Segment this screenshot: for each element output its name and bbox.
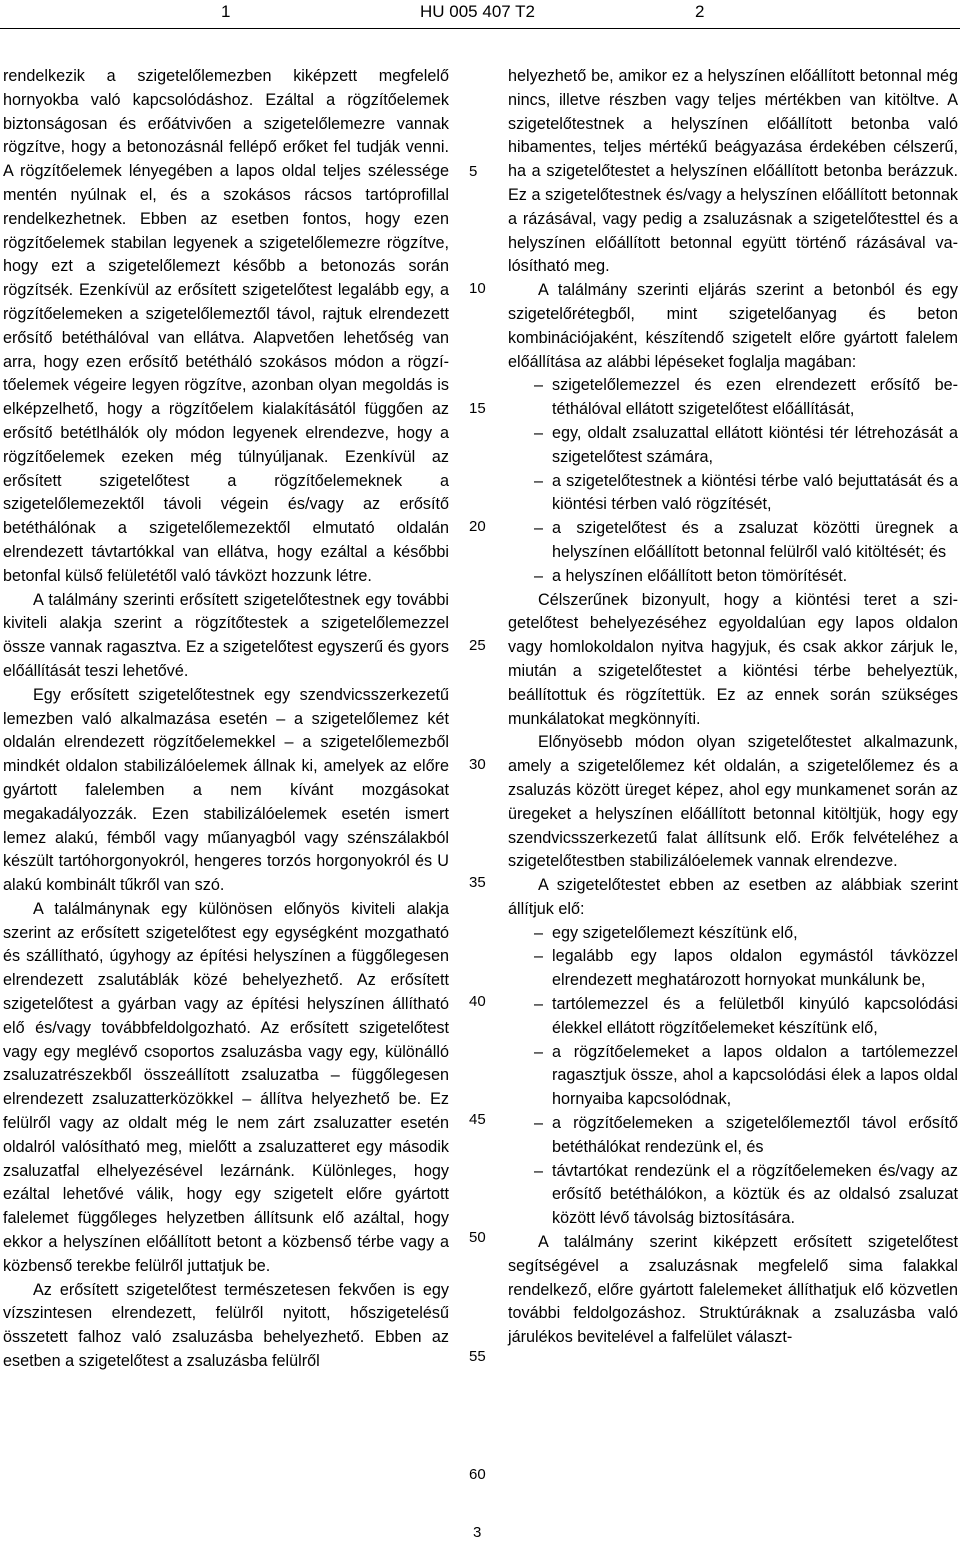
- line-number: 60: [469, 1466, 486, 1483]
- line-number: 10: [469, 280, 486, 297]
- right-paragraph-4: Előnyösebb módon olyan szigetelőtestet alkalmazunk, amely a szigetelőlemez két oldalán, a szigetelőlemez és a zsaluzás között üreget képez, ahol egy munkamenet során az üregeket a helyszínen előállított betonnal kitöltjük, hogy egy szendvicsszerkezetű falat állítsunk elő. Erők felvételéhez a szigetelőtestben stabilizálóelemek vannak elrendezve.: [508, 733, 958, 871]
- list-item-text: a rögzítőelemeken a szigetelőlemeztől távol erősítő betéthálókat rendezünk el, és: [552, 1114, 958, 1156]
- dash-bullet: –: [534, 566, 544, 585]
- line-number: 5: [469, 163, 478, 180]
- right-paragraph-5: A szigetelőtestet ebben az esetben az alábbiak szerint állítjuk elő:: [508, 876, 958, 918]
- left-column: [3, 65, 449, 1374]
- process-steps-list: [508, 374, 958, 588]
- list-item: [508, 1112, 958, 1160]
- list-item: [508, 422, 958, 470]
- line-number: 15: [469, 400, 486, 417]
- list-item-text: egy, oldalt zsaluzattal ellátott kiöntési tér létrehozását a szigetelőtest számára,: [552, 423, 958, 466]
- line-number: 45: [469, 1111, 486, 1128]
- patent-number: HU 005 407 T2: [420, 2, 535, 21]
- list-item: [508, 374, 958, 422]
- line-number: 35: [469, 874, 486, 891]
- dash-bullet: –: [534, 376, 544, 395]
- page-number: 3: [473, 1524, 482, 1541]
- list-item-text: távtartókat rendezünk el a rögzítőelemeken és/vagy az erősítő betéthálókon, a köztük és az oldalsó zsaluzat között lévő távolság biztosítására.: [552, 1161, 958, 1228]
- dash-bullet: –: [534, 471, 544, 490]
- dash-bullet: –: [534, 1114, 544, 1133]
- list-item-text: szigetelőlemezzel és ezen elrendezett erősítő betéthálóval ellátott szigetelőtest előállítását,: [552, 376, 958, 419]
- right-page-number: 2: [695, 2, 705, 21]
- dash-bullet: –: [534, 923, 544, 942]
- left-page-number: 1: [221, 2, 231, 21]
- preparation-steps-list: [508, 922, 958, 1231]
- dash-bullet: –: [534, 995, 544, 1014]
- right-column: [508, 65, 958, 1350]
- left-paragraph-2: A találmány szerinti erősített szigetelőtestnek egy további kiviteli alakja szerint a rögzítőtestek a szigetelőlemezzel össze vannak ragasztva. Ez a szigetelőtest egyszerű és gyors előállítását teszi lehetővé.: [3, 590, 449, 680]
- line-number: 50: [469, 1229, 486, 1246]
- list-item-text: a helyszínen előállított beton tömörítését.: [552, 566, 848, 585]
- right-paragraph-1: helyezhető be, amikor ez a helyszínen előállított betonnal még nincs, illetve részben vagy teljes mértékben van kitöltve. A szigetelőtestnek a helyszínen előállított betonba való hibamentes, teljes mértékű beágyazása érdekében célszerű, ha a szigetelőtestet a helyszínen előállított betonba berázzuk. Ez a szigetelőtestnek és/vagy a helyszínen előállított betonnak a rázásával, vagy pedig a zsaluzásnak a szigetelőtesttel és a helyszínen előállított betonnal együtt történő rázásával valósítható meg.: [508, 67, 958, 276]
- list-item-text: egy szigetelőlemezt készítünk elő,: [552, 923, 798, 942]
- dash-bullet: –: [534, 947, 544, 966]
- line-number: 55: [469, 1348, 486, 1365]
- line-number: 40: [469, 993, 486, 1010]
- dash-bullet: –: [534, 1161, 544, 1180]
- page-header: [0, 0, 960, 34]
- list-item: [508, 565, 958, 589]
- list-item: [508, 1160, 958, 1231]
- list-item-text: legalább egy lapos oldalon egymástól távközzel elrendezett meghatározott hornyokat munkálunk be,: [552, 947, 958, 990]
- right-paragraph-3: Célszerűnek bizonyult, hogy a kiöntési teret a szigetelőtest behelyezéséhez egyoldalúan egy lapos oldalon vagy homlokoldalon nyitva hagyjuk, és csak akkor zárjuk le, miután a szigetelőtestet a kiöntési térbe behelyeztük, beállítottuk és rögzítettük. Ez az ennek során szükséges munkálatokat megkönnyíti.: [508, 590, 958, 728]
- dash-bullet: –: [534, 423, 544, 442]
- left-paragraph-3: Egy erősített szigetelőtestnek egy szendvicsszerkezetű lemezben való alkalmazása esetén – a szigetelőlemez két oldalán elrendezett rögzítőelemekkel – a szigetelőlemezből mindkét oldalon stabilizálóelemek állnak ki, amelyek az előre gyártott falelemben a nem kívánt mozgásokat megakadályozzák. Ezen stabilizálóelemek esetén ismert lemez alakú, fémből vagy műanyagból vagy szénszálakból készült tartóhorgonyokról, hengeres torzós horgonyokról és U alakú kombinált tűkről van szó.: [3, 685, 449, 895]
- left-paragraph-1: rendelkezik a szigetelőlemezben kiképzett megfelelő hornyokba való kapcsolódáshoz. Ezáltal a rögzítőelemek biztonságosan és erőátvivően a szigetelőlemezre vannak rögzítve, hogy a betonozásnál fellépő erőket fel tudják venni. A rögzítőelemek lényegében a lapos oldal teljes szélessége mentén nyúlnak el, és a szokásos rácsos tartóprofillal rendelkezhetnek. Ebben az esetben fontos, hogy ezen rögzítőelemek stabilan legyenek a szigetelőlemezre rögzítve, hogy ezt a szigetelőlemezt később a betonozás során rögzítsék. Ezenkívül az erősített szigetelőtest legalább egy, a rögzítőelemeken a szigetelőlemeztől távol, rajtuk elrendezett erősítő betéthálóval van ellátva. Alapvetően lehetőség van arra, hogy ezen erősítő betétháló szokásos módon a rögzítőelemek végeire legyen rögzítve, azonban olyan megoldás is elképzelhető, hogy a rögzítőelem kialakításától függően az erősítő betétlhálók oly módon legyenek elrendezve, hogy a rögzítőelemek ezeken még túlnyúljanak. Ezenkívül az erősített szigetelőtest a rögzítőelemeknek a szigetelőlemezektől távoli végein és/vagy az erősítő betéthálónak a szigetelőlemezektől elmutató oldalán elrendezett távtartókkal van ellátva, hogy ezáltal a későbbi betonfal külső felületétől való távközt hozzunk létre.: [3, 67, 449, 585]
- list-item: [508, 1041, 958, 1112]
- right-paragraph-6: A találmány szerint kiképzett erősített szigetelőtest segítségével a zsaluzásnak megfelelő sima falakkal rendelkező, előre gyártott falelemeket állíthatjuk elő közvetlen további feldolgozáshoz. Struktúráknak a zsaluzásba való járulékos bevitelével a falfelület választ-: [508, 1233, 958, 1347]
- left-paragraph-4: A találmánynak egy különösen előnyös kiviteli alakja szerint az erősített szigetelőtest egy egységként mozgatható és szállítható, úgyhogy az építési helyszínen a függőlegesen elrendezett zsalutáblák közé behelyezhető. Az erősített szigetelőtest a gyárban vagy az építési helyszínen állítható elő és/vagy továbbfeldolgozható. Az erősített szigetelőtest vagy egy meglévő csoportos zsaluzásba vagy egy, különálló zsaluzatrészekből összeállított zsaluzatba – függőlegesen elrendezett zsaluzatterközökkel – állítva helyezhető be. Ez felülről vagy az oldalt még le nem zárt zsaluzatter esetén oldalról valósítható meg, mielőtt a zsaluzatteret egy második zsaluzatfal elhelyezésével lezárnánk. Különleges, hogy ezáltal lehetővé válik, hogy egy szigetelt előre gyártott falelemet függőleges helyzetben állítsunk elő azáltal, hogy ekkor a helyszínen előállított betont a közbenső térbe vagy a közbenső terekbe felülről juttatjuk be.: [3, 899, 449, 1275]
- header-rule: [0, 28, 960, 29]
- dash-bullet: –: [534, 1042, 544, 1061]
- list-item-text: a szigetelőtestnek a kiöntési térbe való bejuttatását és a kiöntési térben való rögzítését,: [552, 471, 958, 514]
- line-number: 20: [469, 518, 486, 535]
- list-item-text: a szigetelőtest és a zsaluzat közötti üregnek a helyszínen előállított betonnal felülről való kitöltését; és: [552, 519, 958, 561]
- list-item: [508, 517, 958, 565]
- left-paragraph-5: Az erősített szigetelőtest természetesen fekvően is egy vízszintesen elrendezett, felülről nyitott, hőszigetelésű összetett falhoz való zsaluzásba behelyezhető. Ebben az esetben a szigetelőtest a zsaluzásba felülről: [3, 1280, 449, 1371]
- line-number: 25: [469, 637, 486, 654]
- dash-bullet: –: [534, 519, 544, 538]
- list-item: [508, 945, 958, 993]
- line-number: 30: [469, 756, 486, 773]
- list-item-text: tartólemezzel és a felületből kinyúló kapcsolódási élekkel ellátott rögzítőelemeket készítünk elő,: [552, 995, 958, 1037]
- list-item: [508, 470, 958, 518]
- right-paragraph-2: A találmány szerinti eljárás szerint a betonból és egy szigetelőrétegből, mint szigetelőanyag és beton kombinációjaként, készítendő szigetelt előre gyártott falelem előállítása az alábbi lépéseket foglalja magában:: [508, 281, 958, 371]
- list-item: [508, 922, 958, 946]
- list-item-text: a rögzítőelemeket a lapos oldalon a tartólemezzel ragasztjuk össze, ahol a kapcsolódási élek a lapos oldal hornyaiba kapcsolódnak,: [552, 1042, 958, 1109]
- list-item: [508, 993, 958, 1041]
